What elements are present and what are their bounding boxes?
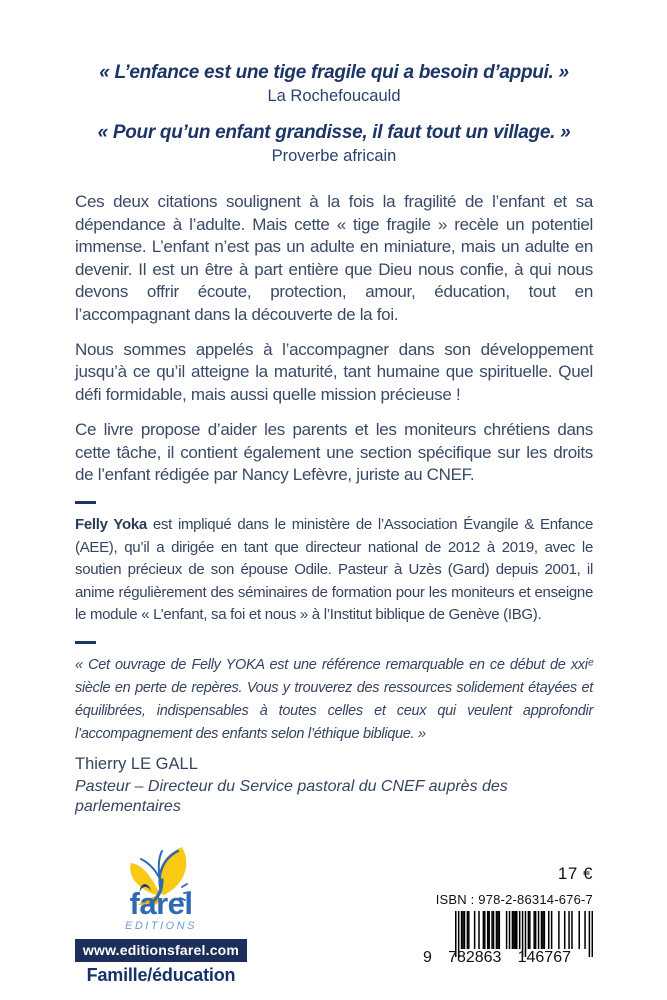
synopsis-paragraph-2: Nous sommes appelés à l’accompagner dans son développement jusqu’à ce qu’il atteigne la maturité, tant humaine que spirituelle. Quel défi formidable, mais aussi quelle mission précieuse ! — [75, 339, 593, 404]
section-divider — [75, 501, 96, 504]
epigraph-quote-2: « Pour qu’un enfant grandisse, il faut tout un village. » — [97, 122, 571, 144]
synopsis-section — [75, 191, 593, 486]
barcode-digit-group: 146767 — [517, 949, 571, 966]
barcode-digits — [423, 949, 571, 967]
author-bio — [75, 514, 593, 626]
publisher-website-banner: www.editionsfarel.com — [75, 939, 247, 962]
category-label: Famille/éducation — [86, 965, 236, 985]
epigraph-author-1: La Rochefoucauld — [267, 86, 401, 105]
author-bio-text: est impliqué dans le ministère de l’Association Évangile & Enfance (AEE), qu’il a dirigée en tant que directeur national de 2012 à 2019, avec le soutien précieux de son épouse Odile. Pasteur à Uzès (Gard) depuis 2001, il anime régulièrement des séminaires de formation pour les moniteurs et enseigne le module « L’enfant, sa foi et nous » à l’Institut biblique de Genève (IBG). — [75, 516, 593, 623]
publisher-editions-label: EDITIONS — [125, 920, 197, 932]
publisher-wordmark: farel — [75, 888, 247, 919]
barcode-digit-group: 9 — [423, 949, 432, 966]
endorsement-quote: « Cet ouvrage de Felly YOKA est une référence remarquable en ce début de xxiᵉ siècle en perte de repères. Vous y trouverez des ressources solidement étayées et équilibrées, indispensables à toutes celles et ceux qui veulent approfondir l’accompagnement des enfants selon l’éthique biblique. » — [75, 657, 593, 743]
endorsement-author-title: Pasteur – Directeur du Service pastoral du CNEF auprès des parlementaires — [75, 778, 508, 815]
epigraph-author-2: Proverbe africain — [271, 147, 397, 166]
isbn-label: ISBN : 978-2-86314-676-7 — [435, 892, 593, 907]
synopsis-paragraph-3: Ce livre propose d’aider les parents et les moniteurs chrétiens dans cette tâche, il contient également une section spécifique sur les droits de l’enfant rédigée par Nancy Lefèvre, juriste au CNEF. — [75, 420, 593, 484]
price-label: 17 € — [557, 864, 593, 883]
epigraphs-section — [57, 62, 611, 167]
publisher-logo-block — [75, 843, 247, 986]
endorsement-section — [75, 654, 593, 817]
section-divider — [75, 641, 96, 644]
barcode-digit-group: 782863 — [448, 949, 502, 966]
epigraph-quote-1: « L’enfance est une tige fragile qui a besoin d’appui. » — [99, 62, 569, 83]
retail-block — [423, 864, 593, 967]
endorsement-author: Thierry LE GALL — [75, 755, 198, 774]
synopsis-paragraph-1: Ces deux citations soulignent à la fois la fragilité de l’enfant et sa dépendance à l’adulte. Mais cette « tige fragile » recèle un potentiel immense. L’enfant n’est pas un adulte en miniature, mais un adulte en devenir. Il est un être à part entière que Dieu nous confie, à qui nous devons offrir écoute, protection, amour, éducation, tout en l’accompagnant dans la découverte de la foi. — [75, 192, 593, 324]
author-name: Felly Yoka — [75, 516, 147, 534]
